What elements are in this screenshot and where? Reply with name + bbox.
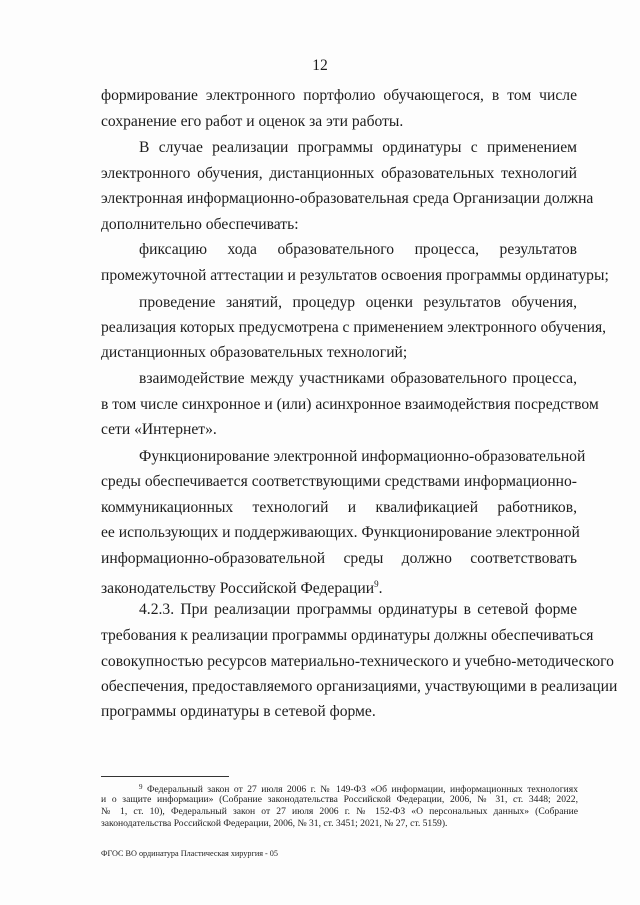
text-line: требования к реализации программы ординатуры должны обеспечиваться [101, 627, 594, 644]
text-line: сети «Интернет». [101, 421, 217, 438]
text-line: коммуникационных технологий и квалификацией работников, [101, 499, 577, 516]
text-line: В случае реализации программы ординатуры с применением [139, 139, 577, 156]
text-line: обеспечения, предоставляемого организациями, участвующими в реализации [101, 678, 618, 695]
text-line: фиксацию хода образовательного процесса, результатов [139, 241, 577, 258]
text-line: 4.2.3. При реализации программы ординатуры в сетевой форме [139, 601, 577, 618]
text-line: информационно-образовательной среды должно соответствовать [101, 550, 577, 567]
text-line: Функционирование электронной информационно-образовательной [139, 448, 586, 465]
footnote-mark: 9 [139, 783, 143, 791]
text-line: промежуточной аттестации и результатов освоения программы ординатуры; [101, 267, 609, 284]
text-period: . [378, 580, 383, 597]
footnote-line-content: Федеральный закон от 27 июля 2006 г. № 149-ФЗ «Об информации, информационных технологиях [146, 784, 578, 795]
footnote-line [139, 781, 578, 793]
text-line: дистанционных образовательных технологий; [101, 344, 408, 361]
footnote-reference: 9 [374, 579, 379, 589]
text-line: электронная информационно-образовательная среда Организации должна [101, 190, 594, 207]
footnote-line: законодательства Российской Федерации, 2006, № 31, ст. 3451; 2021, № 27, ст. 5159). [101, 818, 448, 829]
text-line: дополнительно обеспечивать: [101, 216, 299, 233]
text-line: совокупностью ресурсов материально-технического и учебно-методического [101, 653, 614, 670]
text-line: среды обеспечивается соответствующими средствами информационно- [101, 473, 577, 490]
text-line: проведение занятий, процедур оценки результатов обучения, [139, 294, 577, 311]
text-line: в том числе синхронное и (или) асинхронное взаимодействия посредством [101, 396, 599, 413]
text-line-content: законодательству Российской Федерации [101, 580, 375, 597]
footnote-divider [101, 776, 229, 777]
text-line [101, 574, 577, 597]
footnote-line: № 1, ст. 10), Федеральный закон от 27 июля 2006 г. № 152-ФЗ «О персональных данных» (Собрание [101, 806, 578, 817]
page-footer: ФГОС ВО ординатура Пластическая хирургия - 05 [101, 849, 278, 858]
text-line: программы ординатуры в сетевой форме. [101, 703, 376, 720]
footnote-line: и о защите информации» (Собрание законодательства Российской Федерации, 2006, № 31, ст. 3448; 2022, [101, 794, 578, 805]
page-number: 12 [312, 57, 328, 74]
text-line: реализация которых предусмотрена с применением электронного обучения, [101, 319, 607, 336]
text-line: формирование электронного портфолио обучающегося, в том числе [101, 87, 577, 104]
text-line: электронного обучения, дистанционных образовательных технологий [101, 165, 577, 182]
text-line: ее использующих и поддерживающих. Функционирование электронной [101, 524, 580, 541]
text-line: взаимодействие между участниками образовательного процесса, [139, 370, 577, 387]
text-line: сохранение его работ и оценок за эти работы. [101, 113, 404, 130]
